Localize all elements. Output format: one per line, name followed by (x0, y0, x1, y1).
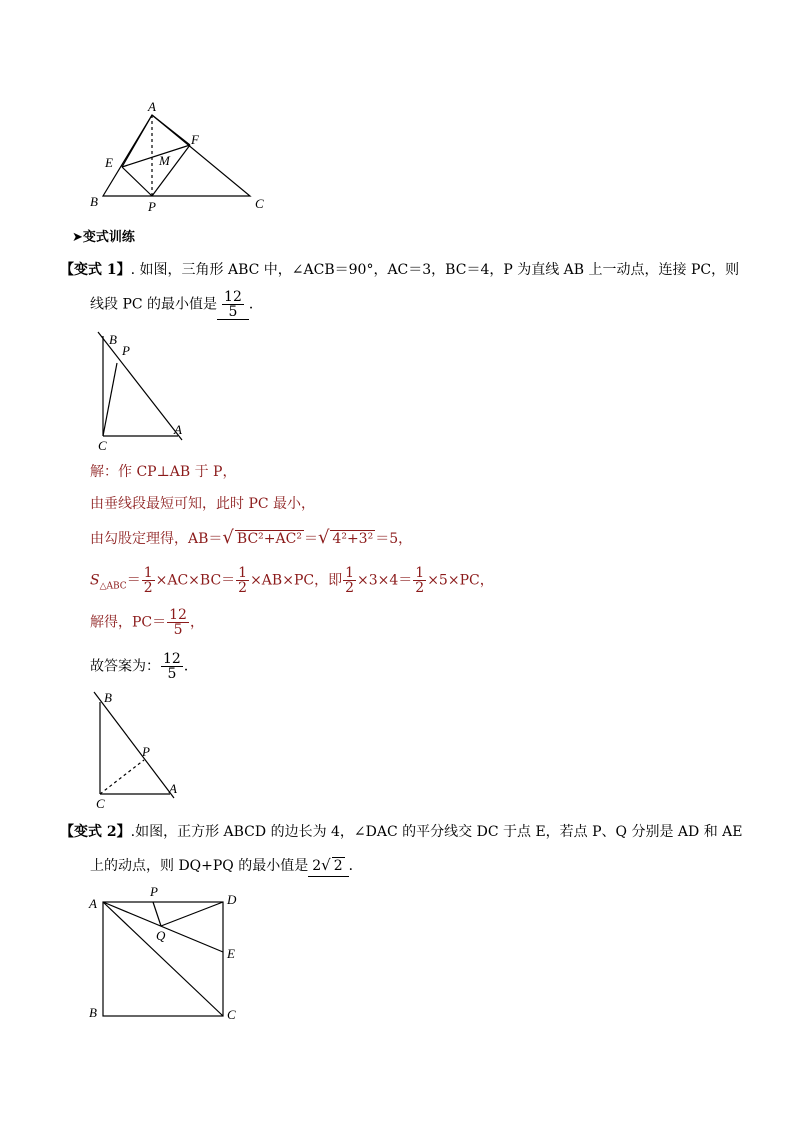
v1-sol6 (90, 652, 198, 681)
v1-question-cont: 线段 PC 的最小值是 (90, 296, 218, 313)
v1-question: . 如图，三角形 ABC 中，∠ACB＝90°，AC＝3，BC＝4，P 为直线 AB 上一动点，连接 PC，则 (130, 262, 740, 278)
v1-sol3-radicand1: BC²+AC² (236, 531, 302, 547)
half-fraction: $\frac{1}{2}$ (415, 565, 425, 596)
v1-sol4-c: ×AB×PC，即 (250, 572, 343, 589)
fig3-label-a: A (89, 896, 97, 911)
v1-sol5-post: ， (189, 614, 204, 631)
fig1-label-f: F (191, 132, 199, 147)
v1-tag: 【变式 1】 (60, 262, 131, 278)
sqrt-icon: √ (222, 527, 234, 548)
v1-sol3-radicand2: 4²+3² (332, 531, 374, 547)
half-fraction: $\frac{1}{2}$ (345, 565, 354, 596)
fig3-label-d: D (227, 892, 237, 907)
fig3-label-b: B (89, 1005, 97, 1020)
v2-line2 (90, 855, 363, 877)
fig3-label-c: C (227, 1007, 236, 1022)
fig3-label-q: Q (156, 928, 166, 943)
fig2a-label-b: B (109, 332, 117, 347)
section-title-text: 变式训练 (82, 230, 135, 245)
v1-sol3-post: ＝5， (375, 531, 413, 547)
v1-sol6-den: 5 (167, 666, 177, 682)
v1-sol4-s: S (90, 572, 100, 589)
v1-sol5 (90, 608, 204, 637)
figure-triangle-efmp (80, 95, 280, 220)
v2-answer-blank (308, 855, 348, 877)
fig3-label-p: P (150, 884, 158, 899)
v2-question-end: ． (348, 858, 363, 874)
fig2a-label-c: C (98, 438, 107, 453)
v1-sol3-eq: ＝ (303, 531, 318, 547)
fig2b-label-p: P (142, 744, 150, 759)
fig3-label-e: E (227, 946, 235, 961)
v1-sol5-pre: 解得，PC＝ (90, 614, 167, 631)
v1-sol3-pre: 由勾股定理得，AB＝ (90, 531, 223, 547)
fig2a-label-a: A (174, 422, 182, 437)
v1-sol2: 由垂线段最短可知，此时 PC 最小， (90, 496, 316, 512)
section-title (72, 228, 135, 248)
v1-sol1: 解：作 CP⊥AB 于 P， (90, 464, 237, 480)
v1-sol6-pre: 故答案为： (90, 658, 160, 675)
half-fraction: $\frac{1}{2}$ (238, 565, 248, 596)
v1-sol4-sub: △ABC (99, 581, 127, 592)
v1-answer-num: 12 (224, 289, 242, 305)
figure-right-triangle-a (88, 328, 198, 453)
half-fraction: $\frac{1}{2}$ (143, 565, 153, 596)
v1-answer-blank (217, 290, 249, 320)
figure-right-triangle-b (88, 688, 198, 813)
fig1-label-a: A (148, 99, 156, 114)
v2-question-cont: 上的动点，则 DQ+PQ 的最小值是 (90, 858, 309, 874)
v1-sol5-num: 12 (169, 607, 187, 623)
v1-line2 (90, 290, 263, 320)
v1-sol4-d: ×3×4＝ (357, 572, 413, 589)
sqrt-icon: √ (317, 527, 330, 548)
fig1-label-c: C (255, 196, 264, 211)
figure-square-abcd (85, 880, 245, 1025)
fig2a-label-p: P (122, 343, 130, 358)
v1-sol4-e: ×5×PC， (427, 572, 494, 589)
fig1-label-p: P (148, 199, 156, 214)
fig2b-label-c: C (96, 796, 105, 811)
v1-sol5-den: 5 (173, 622, 183, 638)
v2-answer-coef: 2 (312, 858, 322, 874)
fig1-label-m: M (159, 153, 170, 168)
arrow-bullet-icon: ➤ (72, 230, 83, 245)
v1-sol6-post: ． (183, 658, 198, 675)
v1-sol4-b: ×AC×BC＝ (155, 572, 236, 589)
fig1-label-e: E (105, 155, 113, 170)
v2-line1 (60, 822, 742, 842)
v1-sol4 (90, 566, 494, 596)
v1-answer-den: 5 (228, 304, 238, 320)
v1-sol4-a: ＝ (126, 572, 141, 589)
v2-question: .如图，正方形 ABCD 的边长为 4，∠DAC 的平分线交 DC 于点 E，若点 P、Q 分别是 AD 和 AE (130, 824, 743, 840)
v1-line1 (60, 260, 739, 280)
v1-sol6-num: 12 (163, 651, 181, 667)
v1-sol3 (90, 528, 412, 549)
fig2b-label-a: A (169, 781, 177, 796)
fig2b-label-b: B (104, 690, 112, 705)
v1-question-end: ． (248, 296, 263, 313)
sqrt-icon: √ (321, 856, 331, 874)
fig1-label-b: B (90, 194, 98, 209)
v2-tag: 【变式 2】 (60, 824, 131, 840)
v2-answer-radicand: 2 (333, 858, 343, 874)
